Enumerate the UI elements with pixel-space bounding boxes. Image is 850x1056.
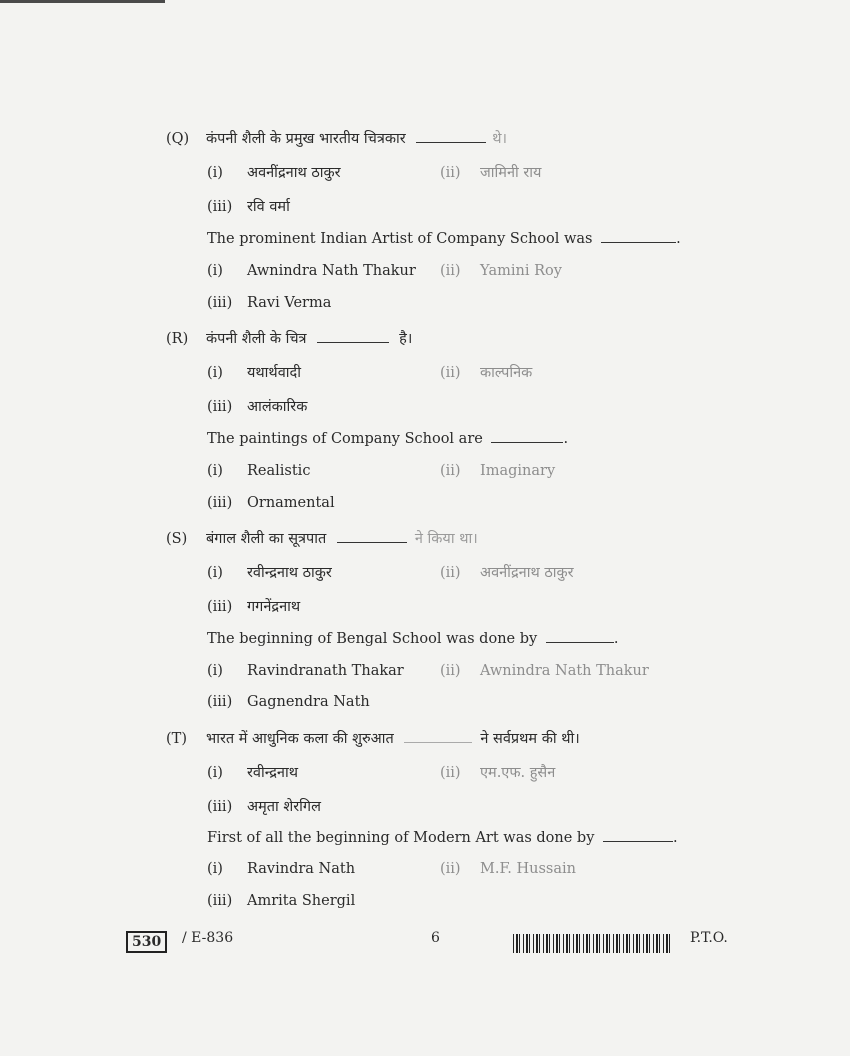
answer-blank xyxy=(546,630,614,643)
option-english-iii xyxy=(207,694,370,710)
option-text: Ravindra Nath xyxy=(247,861,356,877)
option-text: Gagnendra Nath xyxy=(247,694,370,710)
option-text: Imaginary xyxy=(480,463,556,479)
option-text: काल्पनिक xyxy=(480,365,533,381)
option-text: एम.एफ. हुसैन xyxy=(480,765,556,781)
answer-blank xyxy=(601,230,676,243)
option-number: (iii) xyxy=(207,599,233,615)
option-number: (i) xyxy=(207,861,223,877)
option-english-iii xyxy=(207,295,331,311)
option-number: (ii) xyxy=(440,165,461,181)
option-text: रवीन्द्रनाथ xyxy=(247,765,298,781)
answer-blank xyxy=(404,730,472,743)
option-number: (iii) xyxy=(207,295,233,311)
option-number: (ii) xyxy=(440,663,461,679)
question-text-post: . xyxy=(613,631,619,647)
option-number: (i) xyxy=(207,765,223,781)
question-label: (T) xyxy=(166,731,187,747)
option-english-ii xyxy=(440,263,562,279)
option-hindi-i xyxy=(207,162,341,182)
option-number: (iii) xyxy=(207,495,233,511)
question-t-english xyxy=(207,829,678,846)
question-s-hindi xyxy=(166,528,478,548)
option-hindi-ii xyxy=(440,162,541,182)
option-text: अवनींद्रनाथ ठाकुर xyxy=(480,565,574,581)
answer-blank xyxy=(317,330,389,343)
option-text: Amrita Shergil xyxy=(247,893,356,909)
question-text-pre: भारत में आधुनिक कला की शुरुआत xyxy=(206,731,394,747)
please-turn-over: P.T.O. xyxy=(690,930,728,946)
option-text: Ravi Verma xyxy=(247,295,332,311)
series-code: / E-836 xyxy=(182,930,234,946)
option-hindi-ii xyxy=(440,762,555,782)
option-text: Ravindranath Thakar xyxy=(247,663,404,679)
option-number: (i) xyxy=(207,365,223,381)
question-text-pre: कंपनी शैली के चित्र xyxy=(206,331,307,347)
question-t-hindi xyxy=(166,728,580,748)
option-number: (ii) xyxy=(440,365,461,381)
option-number: (ii) xyxy=(440,565,461,581)
option-hindi-iii xyxy=(207,796,321,816)
question-text-post: . xyxy=(676,231,681,247)
option-text: Awnindra Nath Thakur xyxy=(247,263,416,279)
option-english-i xyxy=(207,861,355,877)
option-text: जामिनी राय xyxy=(480,165,542,181)
page-number: 6 xyxy=(431,930,440,946)
option-number: (ii) xyxy=(440,463,461,479)
option-number: (i) xyxy=(207,663,223,679)
question-text-pre: बंगाल शैली का सूत्रपात xyxy=(206,531,327,547)
option-number: (iii) xyxy=(207,694,233,710)
option-hindi-iii xyxy=(207,396,307,416)
answer-blank xyxy=(337,530,407,543)
option-text: गगनेंद्रनाथ xyxy=(247,599,301,615)
option-number: (iii) xyxy=(207,399,233,415)
option-number: (iii) xyxy=(207,893,233,909)
question-q-english xyxy=(207,230,681,247)
option-english-ii xyxy=(440,663,649,679)
option-hindi-ii xyxy=(440,562,574,582)
question-label: (R) xyxy=(166,331,189,347)
option-text: Yamini Roy xyxy=(480,263,562,279)
option-text: Realistic xyxy=(247,463,311,479)
option-text: Awnindra Nath Thakur xyxy=(480,663,649,679)
question-text-post: ने सर्वप्रथम की थी। xyxy=(480,731,580,747)
option-number: (ii) xyxy=(440,861,461,877)
question-s-english xyxy=(207,630,618,647)
option-hindi-i xyxy=(207,762,298,782)
option-text: अवनींद्रनाथ ठाकुर xyxy=(247,165,341,181)
answer-blank xyxy=(491,430,563,443)
option-english-i xyxy=(207,663,404,679)
option-hindi-ii xyxy=(440,362,532,382)
option-number: (i) xyxy=(207,463,223,479)
option-english-ii xyxy=(440,861,576,877)
option-text: M.F. Hussain xyxy=(480,861,576,877)
option-text: रवि वर्मा xyxy=(247,199,290,215)
option-english-iii xyxy=(207,893,355,909)
option-hindi-i xyxy=(207,562,332,582)
option-english-iii xyxy=(207,495,335,511)
question-text-pre: First of all the beginning of Modern Art was done by xyxy=(207,830,595,846)
answer-blank xyxy=(416,130,486,143)
question-text-pre: The beginning of Bengal School was done by xyxy=(207,631,538,647)
paper-code-box: 530 xyxy=(126,931,167,953)
barcode xyxy=(513,934,671,953)
question-text-pre: The prominent Indian Artist of Company School was xyxy=(207,231,593,247)
option-hindi-i xyxy=(207,362,301,382)
question-text-pre: कंपनी शैली के प्रमुख भारतीय चित्रकार xyxy=(206,131,406,147)
option-text: अमृता शेरगिल xyxy=(247,799,321,815)
question-q-hindi xyxy=(166,128,507,148)
question-text-pre: The paintings of Company School are xyxy=(207,431,483,447)
option-number: (iii) xyxy=(207,799,233,815)
option-text: यथार्थवादी xyxy=(247,365,301,381)
question-label: (Q) xyxy=(166,131,190,147)
option-number: (ii) xyxy=(440,263,461,279)
option-english-i xyxy=(207,263,416,279)
option-text: रवीन्द्रनाथ ठाकुर xyxy=(247,565,332,581)
option-hindi-iii xyxy=(207,196,290,216)
scan-edge-mark xyxy=(0,0,165,3)
option-number: (i) xyxy=(207,263,223,279)
option-text: आलंकारिक xyxy=(247,399,308,415)
option-hindi-iii xyxy=(207,596,300,616)
option-english-i xyxy=(207,463,310,479)
question-r-english xyxy=(207,430,568,447)
option-number: (i) xyxy=(207,565,223,581)
option-text: Ornamental xyxy=(247,495,335,511)
question-text-post: . xyxy=(563,431,569,447)
option-number: (iii) xyxy=(207,199,233,215)
question-text-post: है। xyxy=(399,331,413,347)
question-text-post: . xyxy=(673,830,678,846)
question-label: (S) xyxy=(166,531,188,547)
answer-blank xyxy=(603,829,673,842)
question-text-post: ने किया था। xyxy=(414,531,478,547)
option-number: (i) xyxy=(207,165,223,181)
option-number: (ii) xyxy=(440,765,461,781)
question-text-post: थे। xyxy=(492,131,508,147)
option-english-ii xyxy=(440,463,555,479)
question-r-hindi xyxy=(166,328,412,348)
